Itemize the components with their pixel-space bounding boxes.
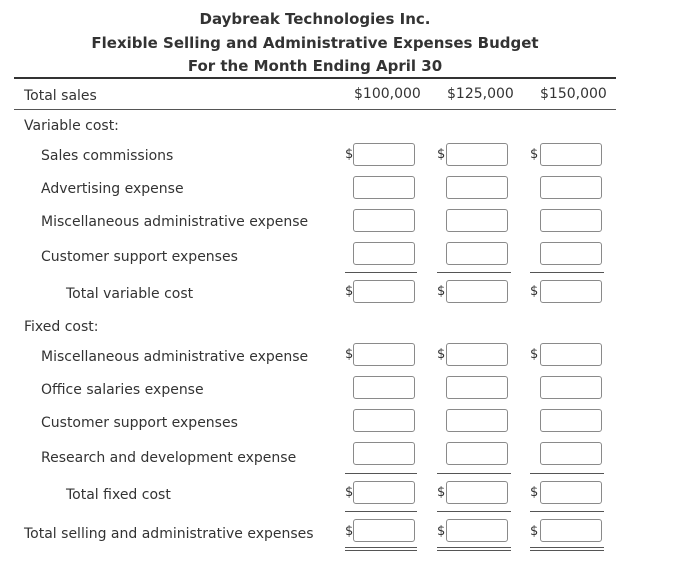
misc-admin-fixed-125k-input[interactable] (446, 343, 508, 366)
column-header-1: $100,000 (354, 86, 421, 102)
total-fixed-cost-150k-input[interactable] (540, 481, 602, 504)
total-variable-cost-label: Total variable cost (66, 286, 194, 302)
double-underline-rule (345, 547, 417, 548)
misc-admin-variable-100k-input[interactable] (353, 209, 415, 232)
office-salaries-125k-input[interactable] (446, 376, 508, 399)
subtotal-rule (437, 511, 511, 512)
double-underline-rule (437, 550, 511, 551)
customer-support-variable-label: Customer support expenses (41, 249, 238, 265)
column-header-2: $125,000 (447, 86, 514, 102)
misc-admin-variable-label: Miscellaneous administrative expense (41, 214, 309, 230)
sales-commissions-150k-input[interactable] (540, 143, 602, 166)
subtotal-rule (530, 272, 604, 273)
customer-support-variable-125k-input[interactable] (446, 242, 508, 265)
misc-admin-fixed-150k-input[interactable] (540, 343, 602, 366)
office-salaries-150k-input[interactable] (540, 376, 602, 399)
header-divider (14, 77, 616, 79)
advertising-expense-label: Advertising expense (41, 181, 184, 197)
misc-admin-variable-125k-input[interactable] (446, 209, 508, 232)
report-title: Flexible Selling and Administrative Expenses Budget (91, 34, 539, 52)
total-sales-divider (14, 109, 616, 110)
subtotal-rule (530, 511, 604, 512)
advertising-expense-100k-input[interactable] (353, 176, 415, 199)
sales-commissions-125k-input[interactable] (446, 143, 508, 166)
total-sales-label: Total sales (24, 88, 97, 104)
sales-commissions-100k-input[interactable] (353, 143, 415, 166)
total-variable-cost-125k-input[interactable] (446, 280, 508, 303)
variable-cost-heading: Variable cost: (24, 118, 119, 134)
fixed-cost-heading: Fixed cost: (24, 319, 99, 335)
total-selling-admin-125k-input[interactable] (446, 519, 508, 542)
misc-admin-variable-150k-input[interactable] (540, 209, 602, 232)
double-underline-rule (345, 550, 417, 551)
customer-support-fixed-label: Customer support expenses (41, 415, 238, 431)
subtotal-rule (345, 272, 417, 273)
column-header-3: $150,000 (540, 86, 607, 102)
subtotal-rule (345, 511, 417, 512)
dollar-sign: $ (345, 284, 354, 299)
total-variable-cost-150k-input[interactable] (540, 280, 602, 303)
customer-support-fixed-125k-input[interactable] (446, 409, 508, 432)
dollar-sign: $ (530, 347, 539, 362)
total-selling-admin-100k-input[interactable] (353, 519, 415, 542)
subtotal-rule (437, 272, 511, 273)
total-variable-cost-100k-input[interactable] (353, 280, 415, 303)
subtotal-rule (530, 473, 604, 474)
report-period: For the Month Ending April 30 (187, 57, 443, 75)
subtotal-rule (437, 473, 511, 474)
research-development-150k-input[interactable] (540, 442, 602, 465)
dollar-sign: $ (437, 147, 446, 162)
dollar-sign: $ (530, 147, 539, 162)
dollar-sign: $ (345, 485, 354, 500)
dollar-sign: $ (437, 524, 446, 539)
dollar-sign: $ (530, 284, 539, 299)
dollar-sign: $ (345, 347, 354, 362)
double-underline-rule (530, 550, 604, 551)
dollar-sign: $ (530, 485, 539, 500)
double-underline-rule (437, 547, 511, 548)
misc-admin-fixed-100k-input[interactable] (353, 343, 415, 366)
dollar-sign: $ (345, 524, 354, 539)
double-underline-rule (530, 547, 604, 548)
total-selling-admin-150k-input[interactable] (540, 519, 602, 542)
dollar-sign: $ (437, 284, 446, 299)
dollar-sign: $ (530, 524, 539, 539)
office-salaries-100k-input[interactable] (353, 376, 415, 399)
customer-support-variable-100k-input[interactable] (353, 242, 415, 265)
dollar-sign: $ (345, 147, 354, 162)
advertising-expense-150k-input[interactable] (540, 176, 602, 199)
sales-commissions-label: Sales commissions (41, 148, 174, 164)
customer-support-fixed-150k-input[interactable] (540, 409, 602, 432)
total-fixed-cost-100k-input[interactable] (353, 481, 415, 504)
research-development-label: Research and development expense (41, 450, 297, 466)
total-fixed-cost-125k-input[interactable] (446, 481, 508, 504)
misc-admin-fixed-label: Miscellaneous administrative expense (41, 349, 309, 365)
office-salaries-label: Office salaries expense (41, 382, 204, 398)
customer-support-variable-150k-input[interactable] (540, 242, 602, 265)
customer-support-fixed-100k-input[interactable] (353, 409, 415, 432)
subtotal-rule (345, 473, 417, 474)
research-development-100k-input[interactable] (353, 442, 415, 465)
advertising-expense-125k-input[interactable] (446, 176, 508, 199)
dollar-sign: $ (437, 485, 446, 500)
total-fixed-cost-label: Total fixed cost (66, 487, 171, 503)
total-selling-admin-label: Total selling and administrative expenses (24, 526, 314, 542)
research-development-125k-input[interactable] (446, 442, 508, 465)
company-name: Daybreak Technologies Inc. (199, 10, 431, 28)
dollar-sign: $ (437, 347, 446, 362)
